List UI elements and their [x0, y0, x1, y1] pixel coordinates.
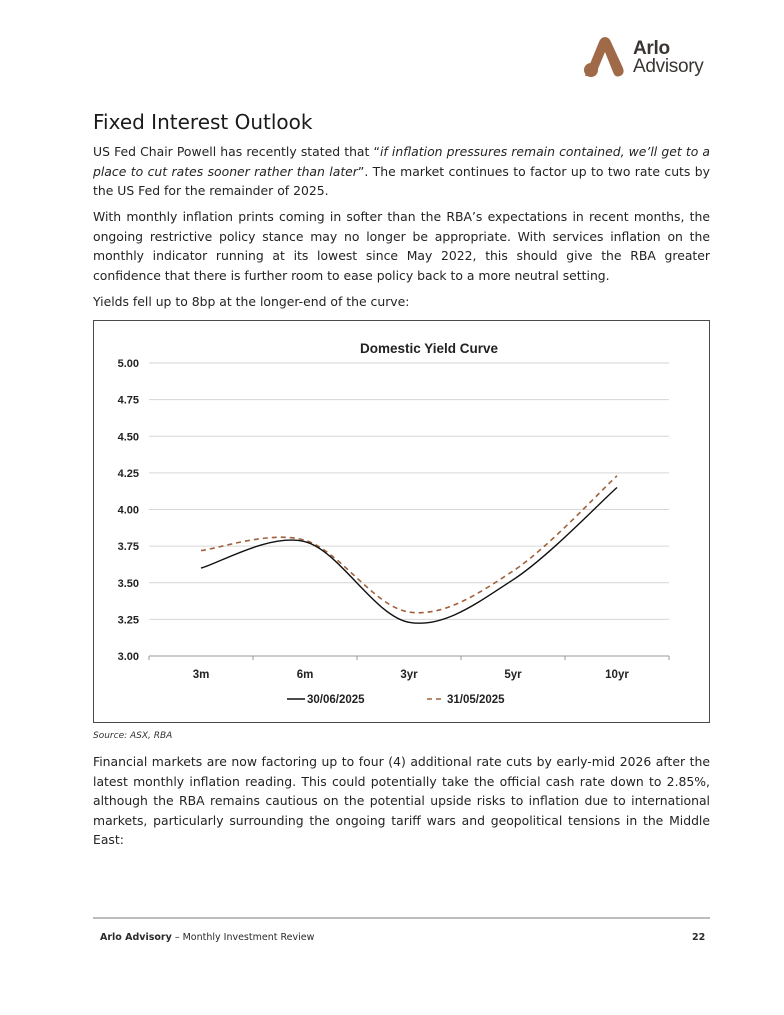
chart-title: Domestic Yield Curve: [359, 341, 499, 356]
yield-curve-chart: [93, 320, 710, 723]
y-tick-label: 4.75: [117, 394, 139, 407]
x-tick-label: 5yr: [504, 669, 522, 681]
y-tick-label: 3.00: [117, 651, 139, 663]
footer-brand: Arlo Advisory: [100, 932, 172, 943]
footer-divider: [93, 917, 710, 919]
y-tick-label: 3.50: [117, 577, 139, 590]
chart-source: Source: ASX, RBA: [93, 731, 173, 741]
footer-title: [100, 932, 314, 943]
x-tick-label: 10yr: [605, 669, 629, 681]
paragraph-fed-powell: [93, 142, 710, 201]
legend-label: 31/05/2025: [447, 694, 505, 706]
p1-pre: US Fed Chair Powell has recently stated that “: [93, 144, 380, 159]
y-tick-label: 4.50: [117, 431, 139, 444]
legend-label: 30/06/2025: [307, 694, 365, 706]
y-tick-label: 3.75: [117, 541, 139, 554]
y-tick-label: 4.25: [117, 467, 139, 480]
arlo-advisory-logo: [583, 36, 723, 80]
page-title: Fixed Interest Outlook: [93, 110, 313, 134]
series-line-30-06-2025: [201, 488, 617, 624]
x-tick-label: 6m: [296, 669, 314, 681]
logo-text-advisory: Advisory: [633, 56, 704, 77]
logo-text-arlo: Arlo: [633, 38, 670, 59]
paragraph-market-rate-cuts: Financial markets are now factoring up to four (4) additional rate cuts by early-mid 2026 after the latest monthly inflation reading. This could potentially take the official cash rate down to 2.85%, although the RBA remains cautious on the potential upside risks to inflation due to international markets, particularly surrounding the ongoing tariff wars and geopolitical tensions in the Middle East:: [93, 754, 710, 848]
paragraph-yields: Yields fell up to 8bp at the longer-end of the curve:: [93, 294, 410, 309]
arlo-logo-icon: [583, 36, 627, 78]
y-tick-label: 3.25: [117, 614, 139, 627]
chart-canvas: [94, 321, 711, 724]
y-tick-label: 5.00: [117, 358, 139, 370]
p1-post: ”. The market continues to factor up to two rate cuts by the US Fed for the remainder of 2025.: [93, 163, 710, 199]
page-number: 22: [692, 932, 706, 943]
x-tick-label: 3m: [192, 669, 210, 681]
x-tick-label: 3yr: [400, 669, 418, 681]
footer-publication: – Monthly Investment Review: [171, 932, 315, 943]
y-tick-label: 4.00: [117, 504, 139, 517]
powell-quote: if inflation pressures remain contained, we’ll get to a place to cut rates sooner rather than later: [93, 144, 711, 179]
paragraph-rba-inflation: With monthly inflation prints coming in softer than the RBA’s expectations in recent months, the ongoing restrictive policy stance may no longer be appropriate. With services inflation on the monthly indicator running at its lowest since May 2022, this should give the RBA greater confidence that there is further room to ease policy back to a more neutral setting.: [93, 209, 710, 283]
